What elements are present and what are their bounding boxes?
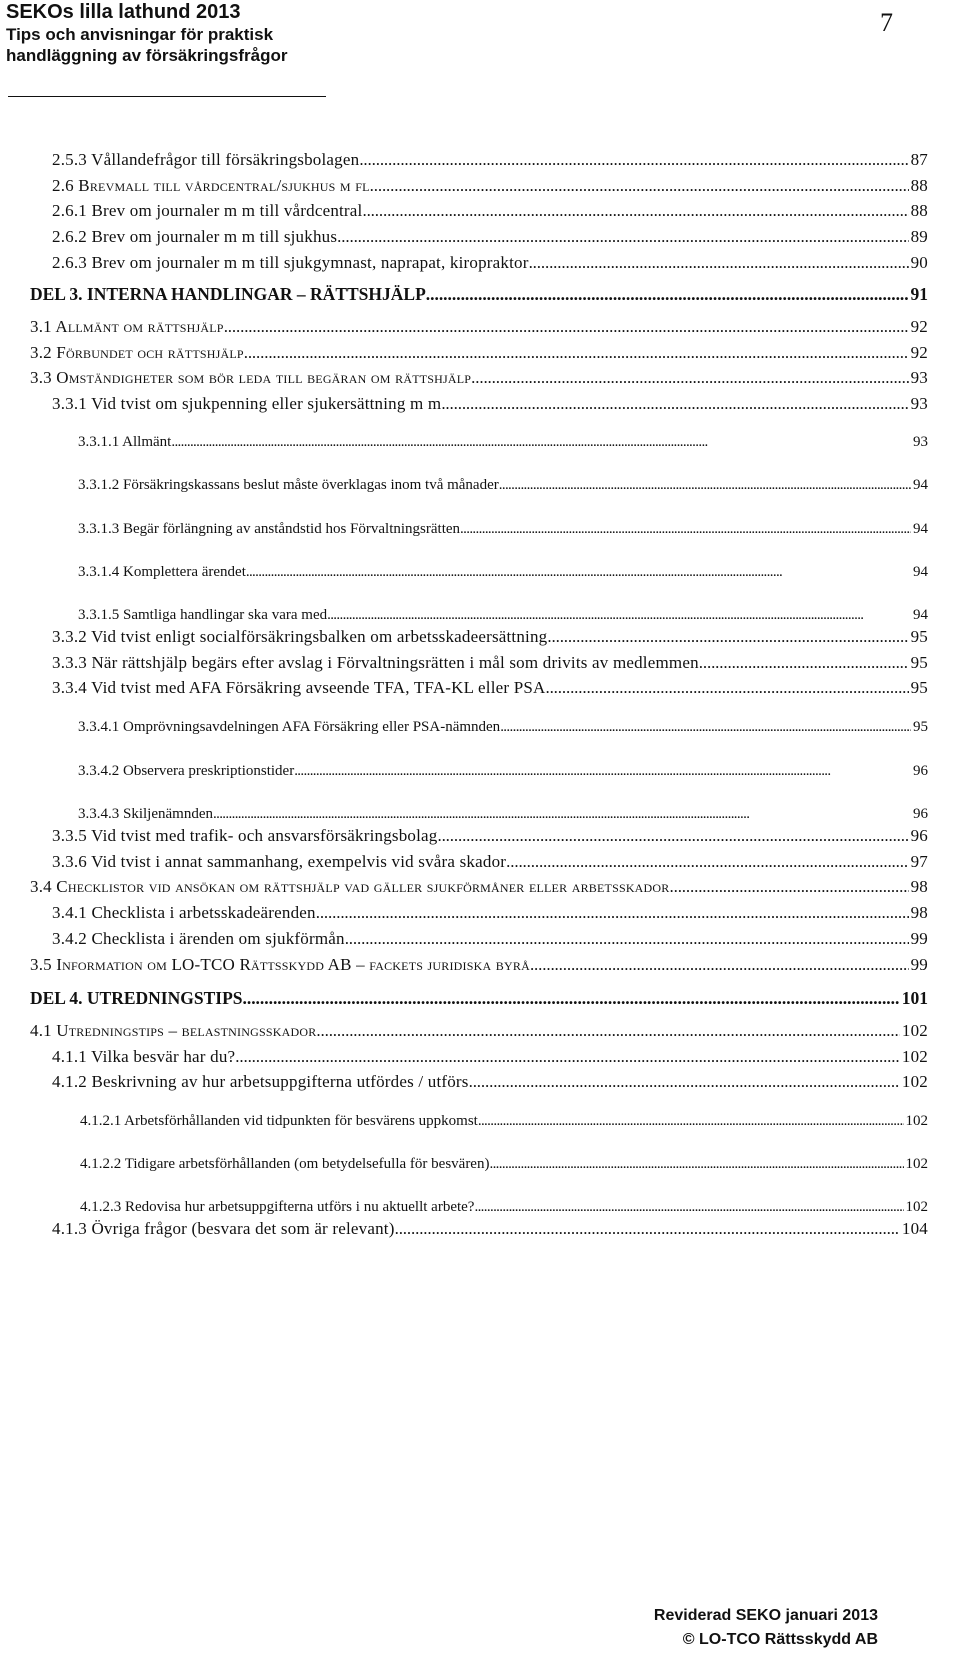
toc-entry[interactable] — [78, 564, 928, 581]
toc-entry-page: 98 — [910, 903, 928, 922]
toc-leader — [337, 227, 908, 247]
page-header — [6, 0, 288, 66]
toc-entry[interactable] — [52, 826, 928, 846]
toc-leader — [441, 394, 908, 414]
page-footer — [654, 1604, 878, 1652]
toc-entry-title: 3.3.5 Vid tvist med trafik- och ansvarsförsäkringsbolag — [52, 826, 438, 845]
toc-entry[interactable] — [52, 852, 928, 872]
toc-entry[interactable] — [52, 394, 928, 414]
toc-entry[interactable] — [78, 434, 928, 451]
page-number: 7 — [880, 8, 893, 37]
toc-entry[interactable] — [80, 1156, 928, 1173]
toc-entry-page: 96 — [913, 806, 928, 822]
toc-entry-page: 93 — [910, 368, 928, 387]
toc-entry[interactable] — [52, 1219, 928, 1239]
toc-entry[interactable] — [52, 253, 928, 273]
toc-entry-title: 3.4.2 Checklista i ärenden om sjukförmån — [52, 929, 345, 948]
toc-entry[interactable] — [52, 201, 928, 221]
toc-entry-title: 3.3.4.1 Omprövningsavdelningen AFA Försäkring eller PSA-nämnden — [78, 719, 501, 735]
toc-entry-title: 3.3.1 Vid tvist om sjukpenning eller sjukersättning m m — [52, 394, 442, 413]
toc-leader — [370, 176, 909, 196]
toc-entry-title: 4.1.2.1 Arbetsförhållanden vid tidpunkten för besvärens uppkomst — [80, 1113, 478, 1129]
toc-entry-title: 4.1 Utredningstips – belastningsskador — [30, 1021, 317, 1040]
toc-leader — [426, 284, 909, 305]
document-subtitle-line-1: Tips och anvisningar för praktisk — [6, 25, 274, 44]
toc-leader — [359, 150, 908, 170]
toc-leader — [235, 1047, 900, 1067]
toc-entry-page: 94 — [913, 564, 928, 580]
toc-entry-title: 2.6.3 Brev om journaler m m till sjukgymnast, naprapat, kiropraktor — [52, 253, 529, 272]
toc-entry-page: 90 — [910, 253, 928, 272]
toc-entry-title: 2.6 Brevmall till vårdcentral/sjukhus m fl — [52, 176, 370, 195]
toc-entry-page: 93 — [910, 394, 928, 413]
toc-entry-page: 102 — [901, 1021, 928, 1040]
toc-leader — [171, 434, 911, 451]
toc-entry-title: 4.1.2.2 Tidigare arbetsförhållanden (om betydelsefulla för besvären) — [80, 1156, 490, 1172]
toc-entry-title: DEL 3. INTERNA HANDLINGAR – RÄTTSHJÄLP — [30, 284, 426, 304]
toc-entry-title: 3.3.1.4 Komplettera ärendet — [78, 564, 246, 580]
toc-entry[interactable] — [78, 719, 928, 736]
toc-entry-title: 3.2 Förbundet och rättshjälp — [30, 343, 244, 362]
toc-leader — [327, 607, 911, 624]
toc-entry-page: 104 — [901, 1219, 928, 1238]
toc-entry-title: 3.3.1.2 Försäkringskassans beslut måste överklagas inom två månader — [78, 477, 499, 493]
toc-entry-title: 3.1 Allmänt om rättshjälp — [30, 317, 224, 336]
toc-leader — [437, 826, 908, 846]
revision-note: Reviderad SEKO januari 2013 — [653, 1607, 878, 1624]
toc-leader — [345, 929, 909, 949]
toc-entry[interactable] — [52, 653, 928, 673]
toc-leader — [244, 343, 909, 363]
toc-entry-page: 89 — [910, 227, 928, 246]
toc-leader — [224, 317, 909, 337]
toc-entry-page: 95 — [910, 653, 928, 672]
toc-entry[interactable] — [52, 903, 928, 923]
toc-entry-title: DEL 4. UTREDNINGSTIPS — [30, 988, 243, 1008]
toc-entry-title: 3.5 Information om LO-TCO Rättsskydd AB – fackets juridiska byrå — [30, 955, 530, 974]
toc-entry[interactable] — [52, 176, 928, 196]
toc-entry-title: 3.3.4.3 Skiljenämnden — [78, 806, 213, 822]
toc-entry[interactable] — [30, 368, 928, 388]
toc-entry-page: 96 — [910, 826, 928, 845]
toc-entry-page: 95 — [913, 719, 928, 735]
toc-entry-page: 102 — [905, 1156, 928, 1172]
toc-entry-title: 3.3.2 Vid tvist enligt socialförsäkringsbalken om arbetsskadeersättning — [52, 627, 548, 646]
toc-entry[interactable] — [78, 521, 928, 538]
toc-entry[interactable] — [30, 317, 928, 337]
toc-entry-title: 3.3.1.5 Samtliga handlingar ska vara med — [78, 607, 328, 623]
toc-entry-page: 102 — [901, 1072, 928, 1091]
toc-entry-page: 102 — [905, 1113, 928, 1129]
toc-leader — [699, 653, 909, 673]
toc-entry-page: 102 — [905, 1199, 928, 1215]
toc-leader — [545, 678, 908, 698]
toc-entry-page: 88 — [910, 176, 928, 195]
toc-leader — [499, 477, 911, 494]
toc-leader — [670, 877, 909, 897]
toc-entry[interactable] — [78, 763, 928, 780]
toc-entry-page: 95 — [910, 678, 928, 697]
toc-entry-title: 2.6.1 Brev om journaler m m till vårdcentral — [52, 201, 363, 220]
toc-entry-page: 88 — [910, 201, 928, 220]
toc-leader — [460, 521, 911, 538]
toc-entry-title: 3.3.3 När rättshjälp begärs efter avslag i Förvaltningsrätten i mål som drivits av medlemmen — [52, 653, 699, 672]
toc-entry[interactable] — [52, 150, 928, 170]
toc-leader — [506, 852, 908, 872]
toc-entry-page: 87 — [910, 150, 928, 169]
toc-leader — [478, 1113, 904, 1130]
toc-entry-page: 98 — [910, 877, 928, 896]
toc-entry[interactable] — [30, 988, 928, 1009]
toc-leader — [243, 988, 900, 1009]
toc-entry-title: 3.4.1 Checklista i arbetsskadeärenden — [52, 903, 316, 922]
toc-entry-page: 93 — [913, 434, 928, 450]
toc-leader — [395, 1219, 900, 1239]
toc-leader — [213, 806, 911, 823]
toc-entry[interactable] — [80, 1199, 928, 1216]
toc-entry-title: 2.5.3 Vållandefrågor till försäkringsbolagen — [52, 150, 360, 169]
toc-entry-title: 4.1.1 Vilka besvär har du? — [52, 1047, 236, 1066]
toc-leader — [474, 1199, 903, 1216]
toc-leader — [471, 368, 908, 388]
toc-entry[interactable] — [52, 1072, 928, 1092]
toc-leader — [547, 627, 908, 647]
toc-entry-page: 92 — [910, 343, 928, 362]
toc-entry-page: 94 — [913, 521, 928, 537]
toc-entry[interactable] — [52, 227, 928, 247]
toc-entry[interactable] — [52, 678, 928, 698]
toc-entry-title: 4.1.2 Beskrivning av hur arbetsuppgifterna utfördes / utförs — [52, 1072, 469, 1091]
toc-entry-title: 3.4 Checklistor vid ansökan om rättshjälp vad gäller sjukförmåner eller arbetsskador — [30, 877, 670, 896]
toc-leader — [500, 719, 911, 736]
toc-entry-page: 99 — [910, 955, 928, 974]
toc-entry-page: 101 — [901, 988, 928, 1008]
copyright-notice: © LO-TCO Rättsskydd AB — [682, 1631, 878, 1648]
toc-entry[interactable] — [52, 929, 928, 949]
toc-entry[interactable] — [78, 477, 928, 494]
toc-entry[interactable] — [30, 284, 928, 305]
toc-leader — [529, 253, 909, 273]
toc-entry-title: 3.3.6 Vid tvist i annat sammanhang, exempelvis vid svåra skador — [52, 852, 507, 871]
toc-entry-title: 4.1.3 Övriga frågor (besvara det som är relevant) — [52, 1219, 395, 1238]
document-subtitle-line-2: handläggning av försäkringsfrågor — [6, 46, 288, 65]
toc-entry[interactable] — [52, 1047, 928, 1067]
toc-entry[interactable] — [78, 607, 928, 624]
toc-entry[interactable] — [52, 627, 928, 647]
toc-entry[interactable] — [80, 1113, 928, 1130]
header-divider — [8, 96, 326, 97]
toc-entry-title: 3.3.4.2 Observera preskriptionstider — [78, 763, 295, 779]
toc-leader — [489, 1156, 903, 1173]
toc-leader — [316, 903, 909, 923]
toc-leader — [316, 1021, 899, 1041]
toc-leader — [294, 763, 911, 780]
toc-entry[interactable] — [78, 806, 928, 823]
toc-leader — [469, 1072, 900, 1092]
toc-entry[interactable] — [30, 877, 928, 897]
toc-entry-page: 96 — [913, 763, 928, 779]
toc-leader — [362, 201, 908, 221]
document-title: SEKOs lilla lathund 2013 — [6, 1, 241, 23]
toc-entry[interactable] — [30, 1021, 928, 1041]
toc-leader — [530, 955, 909, 975]
toc-entry-page: 99 — [910, 929, 928, 948]
toc-entry-title: 4.1.2.3 Redovisa hur arbetsuppgifterna utförs i nu aktuellt arbete? — [80, 1199, 475, 1215]
toc-entry-title: 2.6.2 Brev om journaler m m till sjukhus — [52, 227, 338, 246]
toc-entry[interactable] — [30, 343, 928, 363]
toc-entry-title: 3.3.1.1 Allmänt — [78, 434, 172, 450]
toc-entry-page: 94 — [913, 607, 928, 623]
toc-entry-page: 91 — [910, 284, 928, 304]
toc-entry-page: 102 — [901, 1047, 928, 1066]
toc-entry-page: 97 — [910, 852, 928, 871]
toc-entry-page: 92 — [910, 317, 928, 336]
toc-leader — [246, 564, 911, 581]
toc-entry-page: 94 — [913, 477, 928, 493]
toc-entry-title: 3.3.4 Vid tvist med AFA Försäkring avseende TFA, TFA-KL eller PSA — [52, 678, 546, 697]
toc-entry[interactable] — [30, 955, 928, 975]
toc-entry-title: 3.3 Omständigheter som bör leda till begäran om rättshjälp — [30, 368, 472, 387]
toc-entry-title: 3.3.1.3 Begär förlängning av anståndstid hos Förvaltningsrätten — [78, 521, 461, 537]
toc-entry-page: 95 — [910, 627, 928, 646]
